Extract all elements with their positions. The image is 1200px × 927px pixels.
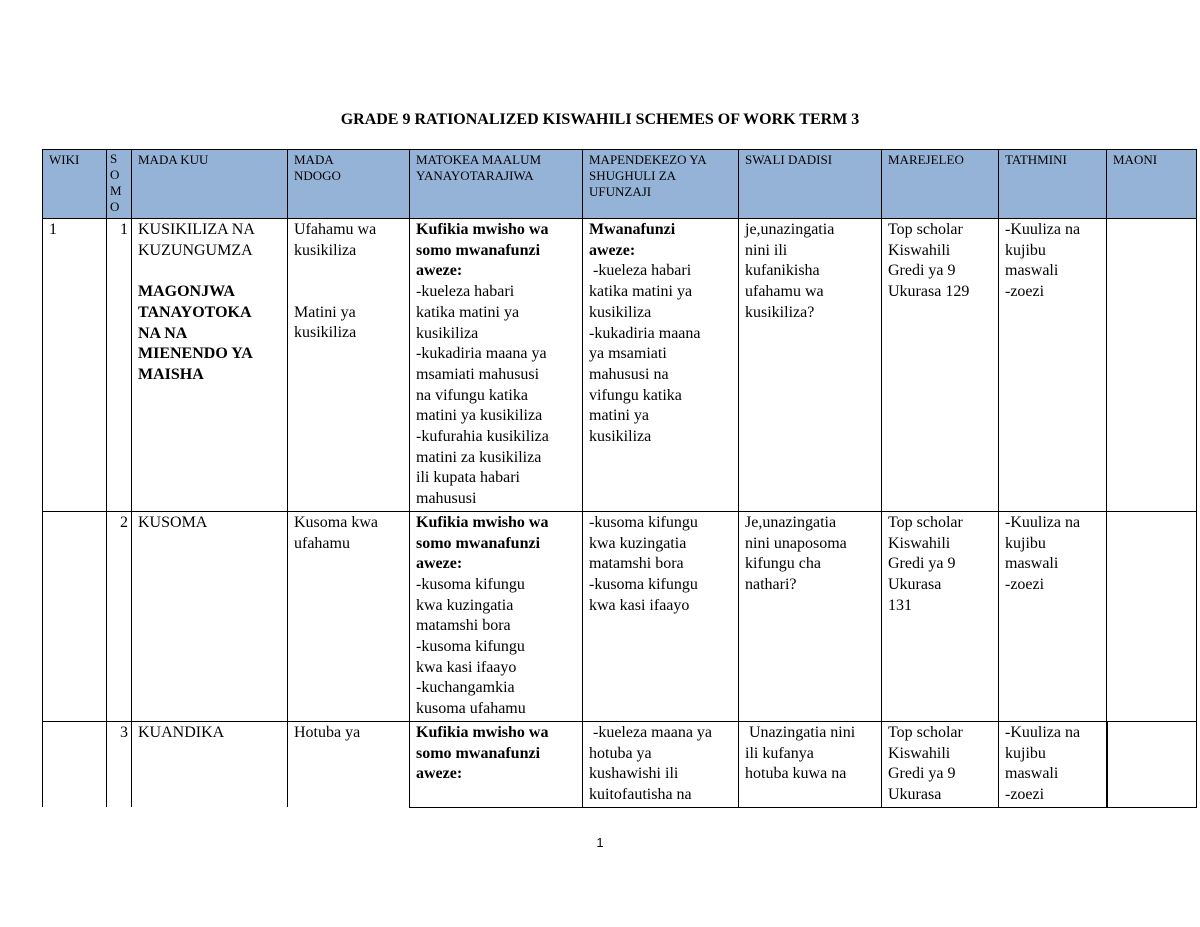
- cell-matokea: Kufikia mwisho wa somo mwanafunzi aweze: -kusoma kifungu kwa kuzingatia matamshi bora -kusoma kifungu kwa kasi ifaayo -kuchangamkia kusoma ufahamu: [410, 511, 583, 721]
- document-title: GRADE 9 RATIONALIZED KISWAHILI SCHEMES OF WORK TERM 3: [340, 111, 860, 128]
- cell-marejeleo: Top scholar Kiswahili Gredi ya 9 Ukurasa 129: [882, 219, 999, 512]
- cell-wiki: 1: [43, 219, 107, 512]
- cell-mada-kuu: KUSIKILIZA NA KUZUNGUMZA MAGONJWA TANAYOTOKA NA NA MIENENDO YA MAISHA: [132, 219, 288, 512]
- cell-maoni: [1107, 511, 1197, 721]
- header-matokea: MATOKEA MAALUM YANAYOTARAJIWA: [410, 150, 583, 219]
- cell-mada-ndogo: Kusoma kwa ufahamu: [288, 511, 410, 721]
- cell-mada-kuu: KUANDIKA: [132, 721, 288, 807]
- cell-mapendekezo: -kueleza maana ya hotuba ya kushawishi ili kuitofautisha na: [583, 721, 739, 807]
- cell-maoni: [1107, 721, 1197, 807]
- header-tathmini: TATHMINI: [999, 150, 1107, 219]
- cell-swali: je,unazingatia nini ili kufanikisha ufahamu wa kusikiliza?: [739, 219, 882, 512]
- table-row: [43, 721, 1197, 807]
- cell-wiki: [43, 511, 107, 721]
- header-mada-kuu: MADA KUU: [132, 150, 288, 219]
- cell-somo: 3: [107, 721, 132, 807]
- header-mada-ndogo: MADA NDOGO: [288, 150, 410, 219]
- cell-wiki: [43, 721, 107, 807]
- table-row: [43, 219, 1197, 512]
- cell-tathmini: -Kuuliza na kujibu maswali -zoezi: [999, 219, 1107, 512]
- cell-marejeleo: Top scholar Kiswahili Gredi ya 9 Ukurasa: [882, 721, 999, 807]
- header-mapendekezo: MAPENDEKEZO YA SHUGHULI ZA UFUNZAJI: [583, 150, 739, 219]
- cell-mada-ndogo: Ufahamu wa kusikiliza Matini ya kusikiliza: [288, 219, 410, 512]
- header-somo: S O M O: [107, 150, 132, 219]
- cell-mapendekezo: -kusoma kifungu kwa kuzingatia matamshi bora -kusoma kifungu kwa kasi ifaayo: [583, 511, 739, 721]
- cell-maoni: [1107, 219, 1197, 512]
- header-swali: SWALI DADISI: [739, 150, 882, 219]
- cell-swali: Unazingatia nini ili kufanya hotuba kuwa na: [739, 721, 882, 807]
- header-wiki: WIKI: [43, 150, 107, 219]
- cell-tathmini: -Kuuliza na kujibu maswali -zoezi: [999, 721, 1107, 807]
- cell-swali: Je,unazingatia nini unaposoma kifungu cha nathari?: [739, 511, 882, 721]
- cell-matokea: Kufikia mwisho wa somo mwanafunzi aweze: -kueleza habari katika matini ya kusikiliza -kukadiria maana ya msamiati mahususi na vifungu katika matini ya kusikiliza -kufurahia kusikiliza matini za kusikiliza ili kupata habari mahususi: [410, 219, 583, 512]
- header-marejeleo: MAREJELEO: [882, 150, 999, 219]
- cell-somo: 2: [107, 511, 132, 721]
- cell-marejeleo: Top scholar Kiswahili Gredi ya 9 Ukurasa 131: [882, 511, 999, 721]
- cell-mada-ndogo: Hotuba ya: [288, 721, 410, 807]
- page-number: 1: [596, 835, 604, 850]
- header-maoni: MAONI: [1107, 150, 1197, 219]
- cell-tathmini: -Kuuliza na kujibu maswali -zoezi: [999, 511, 1107, 721]
- cell-mada-kuu: KUSOMA: [132, 511, 288, 721]
- cell-somo: 1: [107, 219, 132, 512]
- header-row: [43, 150, 1197, 219]
- cell-mapendekezo: Mwanafunzi aweze: -kueleza habari katika matini ya kusikiliza -kukadiria maana ya msamiati mahususi na vifungu katika matini ya kusikiliza: [583, 219, 739, 512]
- schemes-table: [42, 149, 1197, 808]
- table-row: [43, 511, 1197, 721]
- cell-matokea: Kufikia mwisho wa somo mwanafunzi aweze:: [410, 721, 583, 807]
